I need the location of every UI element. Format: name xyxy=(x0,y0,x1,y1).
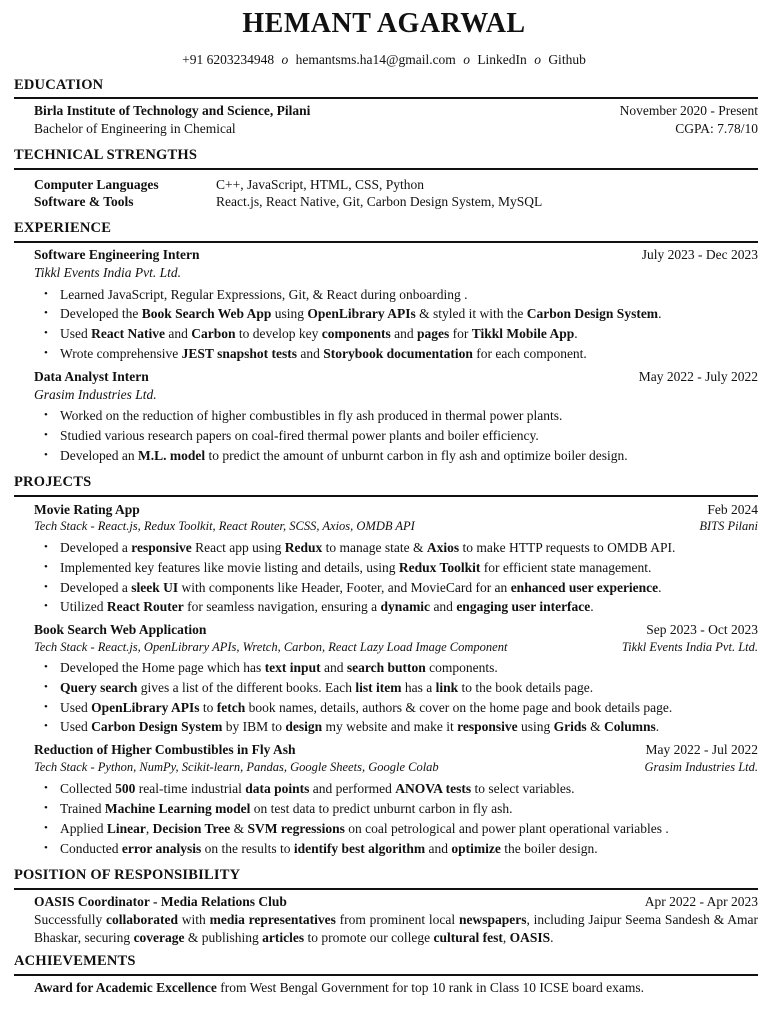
bullet-text xyxy=(60,679,593,696)
bullet-text xyxy=(60,305,661,322)
text-run: Worked on the reduction of higher combustibles in fly ash produced in thermal power plants. xyxy=(60,408,563,423)
job-dates: July 2023 - Dec 2023 xyxy=(641,247,758,262)
text-run: , xyxy=(502,930,510,945)
text-run: using xyxy=(517,719,554,734)
section-divider xyxy=(14,495,758,497)
bold-text-run: Tikkl Mobile App xyxy=(471,326,575,341)
linkedin-link[interactable]: LinkedIn xyxy=(477,52,527,67)
project-org: Grasim Industries Ltd. xyxy=(644,760,758,774)
bold-text-run: articles xyxy=(262,930,305,945)
text-run: for each component. xyxy=(472,346,587,361)
text-run: gives a list of the different books. Each xyxy=(137,680,356,695)
bold-text-run: Carbon Design System xyxy=(526,306,659,321)
bullet-text xyxy=(60,325,578,342)
bold-text-run: responsive xyxy=(131,540,192,555)
bold-text-run: Linear xyxy=(106,821,146,836)
text-run: Successfully xyxy=(34,912,107,927)
bold-text-run: responsive xyxy=(457,719,518,734)
job-dates: May 2022 - July 2022 xyxy=(638,369,758,384)
bullet-text xyxy=(60,659,498,676)
project-dates: Sep 2023 - Oct 2023 xyxy=(646,622,758,637)
text-run: Learned JavaScript, Regular Expressions, Git, & React during onboarding . xyxy=(60,287,468,302)
text-run: . xyxy=(550,930,554,945)
text-run: for xyxy=(449,326,472,341)
bullet-text xyxy=(60,699,672,716)
project-name: Movie Rating App xyxy=(34,502,140,517)
text-run: to make HTTP requests to OMDB API. xyxy=(459,540,676,555)
cgpa: CGPA: 7.78/10 xyxy=(675,121,758,136)
bold-text-run: SVM regressions xyxy=(247,821,345,836)
text-run: Developed the xyxy=(60,306,142,321)
text-run: has a xyxy=(401,680,436,695)
text-run: to the book details page. xyxy=(458,680,594,695)
text-run: Developed a xyxy=(60,580,132,595)
bullet-text xyxy=(60,800,512,817)
candidate-name: HEMANT AGARWAL xyxy=(242,8,526,39)
text-run: Applied xyxy=(60,821,107,836)
text-run: real-time industrial xyxy=(135,781,246,796)
bold-text-run: coverage xyxy=(133,930,185,945)
bold-text-run: Axios xyxy=(426,540,460,555)
text-run: by IBM to xyxy=(222,719,286,734)
skill-label: Computer Languages xyxy=(34,177,159,192)
bold-text-run: Carbon Design System xyxy=(91,719,223,734)
bold-text-run: newspapers xyxy=(458,912,527,927)
text-run: my website and make it xyxy=(322,719,458,734)
bullet-text xyxy=(60,447,628,464)
bold-text-run: Award for Academic Excellence xyxy=(34,980,217,995)
section-title-education: EDUCATION xyxy=(14,77,104,93)
bullet-text xyxy=(60,718,659,735)
text-run: . xyxy=(655,719,660,734)
project-stack-row xyxy=(34,518,758,535)
section-title-projects: PROJECTS xyxy=(14,474,92,490)
text-run: on coal petrological and power plant operational variables . xyxy=(344,821,669,836)
bold-text-run: Decision Tree xyxy=(152,821,231,836)
bold-text-run: Redux Toolkit xyxy=(398,560,481,575)
section-title-responsibility: POSITION OF RESPONSIBILITY xyxy=(14,867,241,883)
bold-text-run: React Native xyxy=(91,326,165,341)
text-run: components. xyxy=(425,660,498,675)
project-stack: Tech Stack - React.js, Redux Toolkit, React Router, SCSS, Axios, OMDB API xyxy=(34,519,415,533)
bullet-text xyxy=(60,780,575,797)
bold-text-run: OpenLibrary APIs xyxy=(307,306,416,321)
project-dates: May 2022 - Jul 2022 xyxy=(645,742,758,757)
section-divider xyxy=(14,974,758,976)
bold-text-run: sleek UI xyxy=(131,580,179,595)
text-run: from prominent local xyxy=(335,912,459,927)
bold-text-run: ANOVA tests xyxy=(395,781,472,796)
education-dates: November 2020 - Present xyxy=(619,103,758,118)
contact-separator: o xyxy=(463,52,470,67)
project-dates: Feb 2024 xyxy=(707,502,758,517)
text-run: Used xyxy=(60,326,92,341)
text-run: from West Bengal Government for top 10 rank in Class 10 ICSE board exams. xyxy=(216,980,645,995)
institution-name: Birla Institute of Technology and Science, Pilani xyxy=(34,103,311,118)
text-run: to promote our college xyxy=(304,930,434,945)
job-role: Data Analyst Intern xyxy=(34,369,149,384)
text-run: with components like Header, Footer, and MovieCard for an xyxy=(178,580,511,595)
text-run: Used xyxy=(60,719,92,734)
text-run: Utilized xyxy=(60,599,107,614)
text-run: & styled it with the xyxy=(415,306,527,321)
bullet-text xyxy=(60,407,562,424)
bullet-text xyxy=(60,820,669,837)
responsibility-header xyxy=(34,893,758,910)
bold-text-run: Carbon xyxy=(191,326,236,341)
text-run: and xyxy=(430,599,457,614)
responsibility-role: OASIS Coordinator - Media Relations Club xyxy=(34,894,287,909)
bold-text-run: identify best algorithm xyxy=(293,841,426,856)
text-run: , xyxy=(145,821,153,836)
project-org: Tikkl Events India Pvt. Ltd. xyxy=(621,640,758,654)
project-stack: Tech Stack - React.js, OpenLibrary APIs, Wretch, Carbon, React Lazy Load Image Component xyxy=(34,640,508,654)
text-run: on the results to xyxy=(201,841,294,856)
education-degree-row xyxy=(34,120,758,137)
bold-text-run: components xyxy=(321,326,391,341)
text-run: Conducted xyxy=(60,841,122,856)
text-run: Developed the Home page which has xyxy=(60,660,265,675)
bullet-text xyxy=(60,840,598,857)
text-run: to xyxy=(199,700,217,715)
text-run: React app using xyxy=(191,540,285,555)
text-run: book names, details, authors & cover on the home page and book details page. xyxy=(245,700,673,715)
bold-text-run: text input xyxy=(264,660,321,675)
job-header xyxy=(34,246,758,263)
project-stack-row xyxy=(34,759,758,776)
phone-number: +91 6203234948 xyxy=(182,52,275,67)
section-divider xyxy=(14,888,758,890)
text-run: . xyxy=(658,580,662,595)
text-run: to select variables. xyxy=(471,781,575,796)
project-stack: Tech Stack - Python, NumPy, Scikit-learn, Pandas, Google Sheets, Google Colab xyxy=(34,760,439,774)
text-run: Studied various research papers on coal-fired thermal power plants and boiler efficiency. xyxy=(60,428,539,443)
text-run: for seamless navigation, ensuring a xyxy=(183,599,381,614)
bold-text-run: Book Search Web App xyxy=(141,306,272,321)
bold-text-run: dynamic xyxy=(380,599,431,614)
contact-separator: o xyxy=(534,52,541,67)
bold-text-run: collaborated xyxy=(106,912,179,927)
bullet-text xyxy=(60,286,468,303)
job-company: Grasim Industries Ltd. xyxy=(34,387,157,402)
bold-text-run: engaging user interface xyxy=(456,599,591,614)
bullet-text xyxy=(60,427,539,444)
bullet-text xyxy=(60,559,651,576)
bold-text-run: Machine Learning model xyxy=(104,801,251,816)
text-run: Developed a xyxy=(60,540,132,555)
bold-text-run: Query search xyxy=(60,680,138,695)
bullet-text xyxy=(60,598,594,615)
bold-text-run: list item xyxy=(355,680,402,695)
bold-text-run: Redux xyxy=(284,540,323,555)
bullet-text xyxy=(60,539,675,556)
text-run: & xyxy=(230,821,248,836)
bold-text-run: enhanced user experience xyxy=(510,580,659,595)
bold-text-run: optimize xyxy=(451,841,501,856)
bold-text-run: OpenLibrary APIs xyxy=(91,700,200,715)
text-run: . xyxy=(590,599,594,614)
text-run: to manage state & xyxy=(322,540,427,555)
text-run: using xyxy=(271,306,308,321)
section-title-achievements: ACHIEVEMENTS xyxy=(14,953,136,969)
text-run: and xyxy=(390,326,417,341)
text-run: and xyxy=(296,346,324,361)
section-divider xyxy=(14,241,758,243)
text-run: Developed an xyxy=(60,448,138,463)
contact-line xyxy=(0,52,768,68)
responsibility-dates: Apr 2022 - Apr 2023 xyxy=(644,894,758,909)
bold-text-run: Grids xyxy=(553,719,587,734)
text-run: for efficient state management. xyxy=(480,560,652,575)
text-run: to develop key xyxy=(235,326,322,341)
project-org: BITS Pilani xyxy=(699,519,758,533)
text-run: Trained xyxy=(60,801,105,816)
bold-text-run: media representatives xyxy=(209,912,336,927)
project-header xyxy=(34,621,758,638)
education-entry xyxy=(34,102,758,119)
job-header xyxy=(34,368,758,385)
email-link[interactable]: hemantsms.ha14@gmail.com xyxy=(295,52,456,67)
text-run: & publishing xyxy=(184,930,263,945)
text-run: . xyxy=(574,326,578,341)
bold-text-run: OASIS xyxy=(509,930,551,945)
section-divider xyxy=(14,97,758,99)
bold-text-run: error analysis xyxy=(121,841,202,856)
bold-text-run: JEST snapshot tests xyxy=(181,346,297,361)
bold-text-run: search button xyxy=(346,660,426,675)
bold-text-run: React Router xyxy=(106,599,184,614)
bold-text-run: Storybook documentation xyxy=(323,346,473,361)
project-stack-row xyxy=(34,639,758,656)
skill-value: C++, JavaScript, HTML, CSS, Python xyxy=(216,177,424,192)
text-run: & xyxy=(586,719,604,734)
skill-label: Software & Tools xyxy=(34,194,134,209)
bold-text-run: cultural fest xyxy=(433,930,503,945)
text-run: Used xyxy=(60,700,92,715)
job-role: Software Engineering Intern xyxy=(34,247,200,262)
project-header xyxy=(34,501,758,518)
bold-text-run: M.L. model xyxy=(137,448,206,463)
text-run: and xyxy=(425,841,452,856)
section-title-experience: EXPERIENCE xyxy=(14,220,112,236)
responsibility-description xyxy=(34,911,758,947)
section-title-skills: TECHNICAL STRENGTHS xyxy=(14,147,198,163)
bold-text-run: link xyxy=(435,680,459,695)
text-run: with xyxy=(178,912,210,927)
text-run: and xyxy=(164,326,192,341)
text-run: Collected xyxy=(60,781,116,796)
bold-text-run: 500 xyxy=(115,781,136,796)
text-run: the boiler design. xyxy=(500,841,598,856)
contact-separator: o xyxy=(281,52,289,67)
project-name: Book Search Web Application xyxy=(34,622,207,637)
section-divider xyxy=(14,168,758,170)
bullet-text xyxy=(60,579,662,596)
text-run: . xyxy=(658,306,662,321)
text-run: to predict the amount of unburnt carbon in fly ash and optimize boiler design. xyxy=(205,448,628,463)
project-header xyxy=(34,741,758,758)
text-run: and xyxy=(320,660,347,675)
bold-text-run: data points xyxy=(245,781,310,796)
text-run: , including Jaipur Seema Sandesh & Amar Bhaskar, securing xyxy=(34,912,758,945)
bullet-text xyxy=(60,345,587,362)
achievement-item xyxy=(34,979,758,996)
degree: Bachelor of Engineering in Chemical xyxy=(34,121,236,136)
text-run: on test data to predict unburnt carbon in fly ash. xyxy=(250,801,513,816)
github-link[interactable]: Github xyxy=(548,52,586,67)
project-name: Reduction of Higher Combustibles in Fly Ash xyxy=(34,742,296,757)
bold-text-run: design xyxy=(285,719,323,734)
text-run: and performed xyxy=(309,781,396,796)
bold-text-run: pages xyxy=(416,326,450,341)
bold-text-run: Columns xyxy=(603,719,656,734)
bold-text-run: fetch xyxy=(216,700,246,715)
job-company: Tikkl Events India Pvt. Ltd. xyxy=(34,265,181,280)
skill-value: React.js, React Native, Git, Carbon Design System, MySQL xyxy=(216,194,543,209)
text-run: Implemented key features like movie listing and details, using xyxy=(60,560,399,575)
text-run: Wrote comprehensive xyxy=(60,346,182,361)
